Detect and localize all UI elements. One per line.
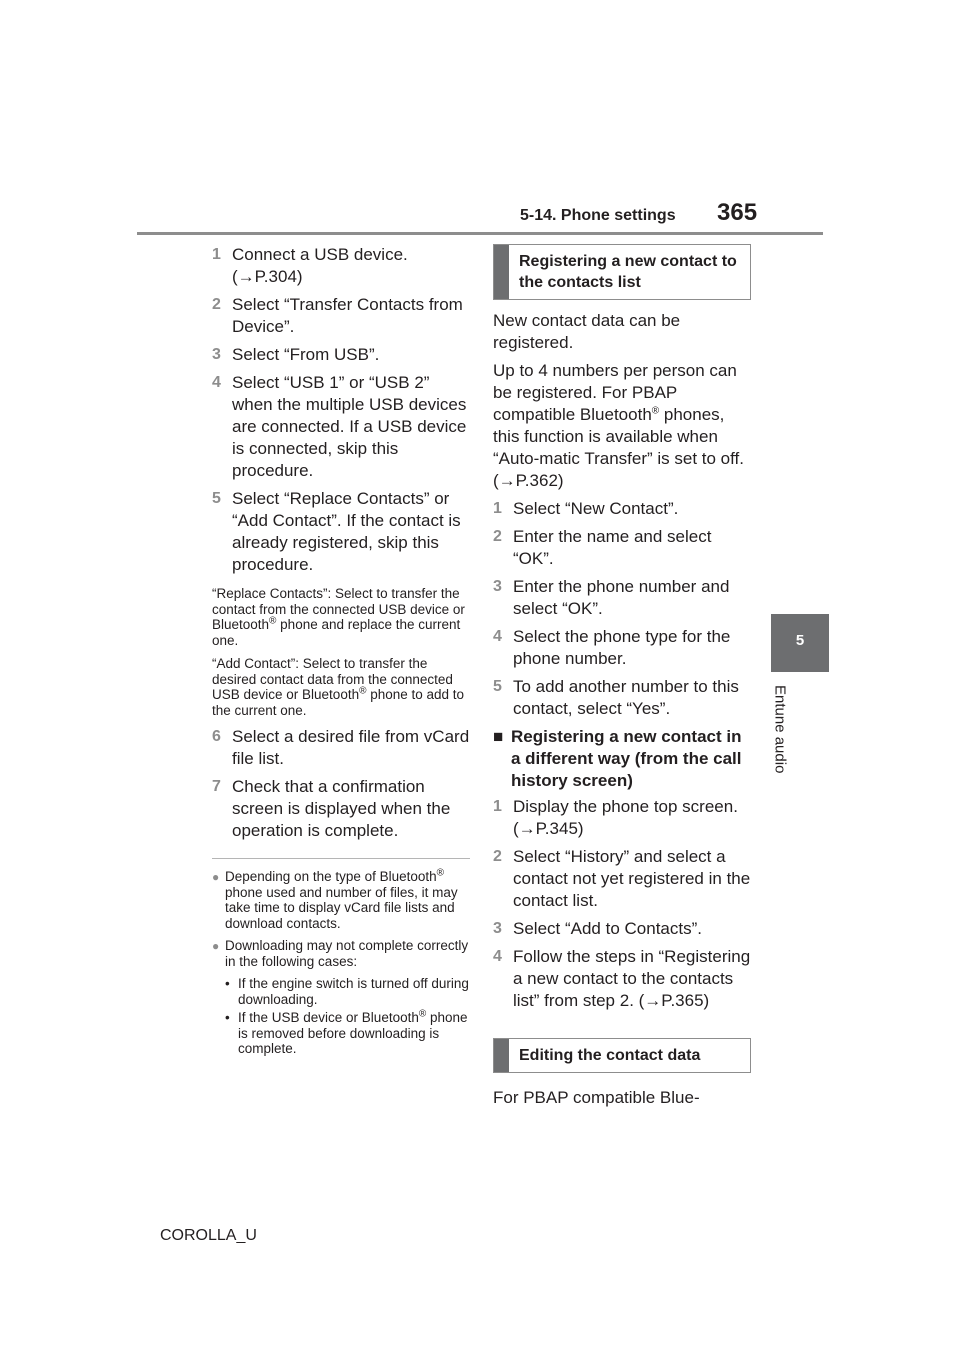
step-item: 2 Select “History” and select a contact not yet registered in the contact list. <box>493 847 751 910</box>
step-item: 4 Follow the steps in “Registering a new contact to the contacts list” from step 2. (→P.365) <box>493 947 751 1010</box>
note-add-contact: “Add Contact”: Select to transfer the desired contact data from the connected USB device or Bluetooth® phone to add to the current one. <box>212 656 465 718</box>
step-item: 4 Select the phone type for the phone number. <box>493 627 731 668</box>
step-item: 3 Enter the phone number and select “OK”. <box>493 577 730 618</box>
step-number: 7 <box>212 778 221 795</box>
step-text: Select “USB 1” or “USB 2” when the multiple USB devices are connected. If a USB device is connected, skip this procedure. <box>232 373 467 480</box>
notes-divider <box>212 858 470 859</box>
step-item <box>212 488 470 576</box>
step-text: Select a desired file from vCard file list. <box>232 727 470 768</box>
step-number: 1 <box>212 246 221 263</box>
note-replace-contacts: “Replace Contacts”: Select to transfer the contact from the connected USB device or Bluetooth® phone and replace the current one. <box>212 586 465 648</box>
paragraph: Up to 4 numbers per person can be registered. For PBAP compatible Bluetooth® phones, this function is available when “Auto-matic Transfer” is set to off. (→P.362) <box>493 361 744 490</box>
step-item: 1 Select “New Contact”. <box>493 499 679 518</box>
step-item <box>212 372 470 482</box>
header-section-title: 5-14. Phone settings <box>520 207 676 224</box>
step-item <box>212 344 470 366</box>
bullet-note: ● Downloading may not complete correctly in the following cases: <box>212 938 469 969</box>
step-number: 5 <box>212 490 221 507</box>
footer-model: COROLLA_U <box>160 1227 257 1244</box>
header-rule <box>137 232 823 235</box>
chapter-tab-label-text: Entune audio <box>771 685 789 774</box>
bullet-dot-icon: ● <box>212 870 220 884</box>
paragraph: New contact data can be registered. <box>493 311 681 352</box>
step-list-history <box>493 796 751 1012</box>
step-number: 6 <box>212 728 221 745</box>
step-item <box>212 244 470 288</box>
step-text: Select “Replace Contacts” or “Add Contact”. If the contact is already registered, skip this procedure. <box>232 489 461 574</box>
step-item <box>212 726 470 770</box>
step-number: 2 <box>212 296 221 313</box>
step-item: 5 To add another number to this contact, select “Yes”. <box>493 677 739 718</box>
section-heading-editing: Editing the contact data <box>493 1038 751 1073</box>
chapter-tab-number: 5 <box>795 632 805 649</box>
step-item <box>212 776 470 842</box>
chapter-tab-label <box>771 685 805 825</box>
right-column <box>493 244 751 1115</box>
step-text: Check that a confirmation screen is displayed when the operation is complete. <box>232 777 451 840</box>
sub-bullet: • If the engine switch is turned off during downloading. <box>225 976 469 1007</box>
left-column <box>212 244 470 1060</box>
subheading-history: ■ Registering a new contact in a different way (from the call history screen) <box>493 727 742 790</box>
step-list-register <box>493 498 751 720</box>
step-item: 3 Select “Add to Contacts”. <box>493 919 702 938</box>
step-list-b <box>212 726 470 842</box>
step-number: 4 <box>212 374 221 391</box>
step-text: Connect a USB device. (→P.304) <box>232 245 408 286</box>
sub-bullet: • If the USB device or Bluetooth® phone is removed before downloading is complete. <box>225 1008 468 1056</box>
bullet-dot-icon: ● <box>212 939 220 953</box>
section-heading-register: Registering a new contact to the contacts list <box>493 244 751 300</box>
step-item: 1 Display the phone top screen. (→P.345) <box>493 797 738 838</box>
step-text: Select “From USB”. <box>232 345 380 364</box>
paragraph: For PBAP compatible Blue- <box>493 1088 700 1107</box>
step-number: 3 <box>212 346 221 363</box>
step-text: Select “Transfer Contacts from Device”. <box>232 295 463 336</box>
bullet-note: ● Depending on the type of Bluetooth® phone used and number of files, it may take time to display vCard file lists and download contacts. <box>212 867 458 931</box>
step-item <box>212 294 470 338</box>
step-list-a <box>212 244 470 576</box>
step-item: 2 Enter the name and select “OK”. <box>493 527 712 568</box>
page-number: 365 <box>717 199 758 226</box>
